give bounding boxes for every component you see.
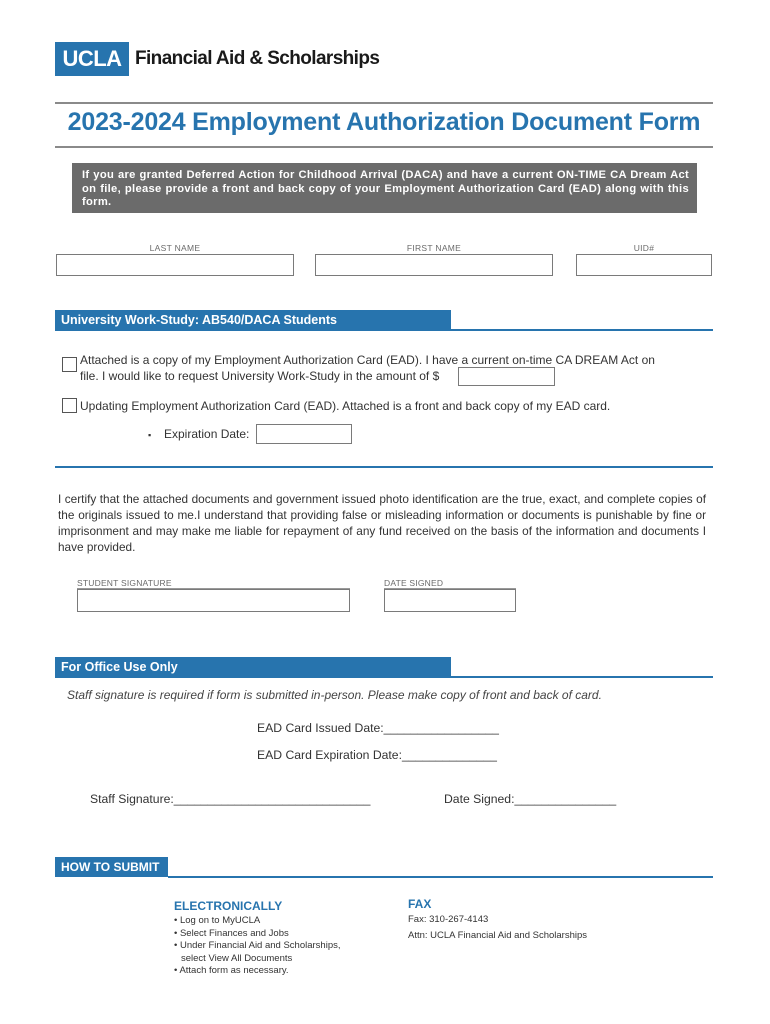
option2-text: Updating Employment Authorization Card (EAD). Attached is a front and back copy of my EAD card. — [80, 399, 611, 413]
last-name-label: LAST NAME — [149, 243, 201, 253]
option1-line2: file. I would like to request University Work-Study in the amount of $ — [80, 369, 440, 383]
electronic-step: • Attach form as necessary. — [174, 965, 289, 976]
certification-top-rule — [55, 466, 713, 468]
office-note: Staff signature is required if form is submitted in-person. Please make copy of front and back of card. — [67, 688, 602, 702]
daca-notice: If you are granted Deferred Action for Childhood Arrival (DACA) and have a current ON-TIME CA Dream Act on file, please provide a front and back copy of your Employment Authorization Card (EAD) along with this form. — [72, 163, 697, 213]
request-workstudy-checkbox[interactable] — [62, 357, 77, 372]
last-name-input[interactable] — [56, 254, 294, 276]
fax-heading: FAX — [408, 897, 432, 911]
title-top-rule — [55, 102, 713, 104]
date-signed-label: DATE SIGNED — [384, 578, 516, 589]
workstudy-amount-input[interactable] — [458, 367, 555, 386]
electronic-step: • Log on to MyUCLA — [174, 915, 261, 926]
expiration-date-input[interactable] — [256, 424, 352, 444]
ucla-logo: UCLA — [55, 42, 129, 76]
expiration-label: Expiration Date: — [164, 427, 250, 441]
ead-issued-date-line: EAD Card Issued Date:_________________ — [257, 721, 499, 735]
form-title: 2023-2024 Employment Authorization Document Form — [67, 108, 701, 136]
title-bottom-rule — [55, 146, 713, 148]
electronic-step: • Under Financial Aid and Scholarships, select View All Documents — [174, 940, 341, 964]
electronic-step: • Select Finances and Jobs — [174, 927, 289, 939]
fax-attn: Attn: UCLA Financial Aid and Scholarships — [408, 930, 588, 941]
staff-signature-line: Staff Signature:_____________________________ — [90, 792, 371, 806]
option1-line1: Attached is a copy of my Employment Authorization Card (EAD). I have a current on-time CA DREAM Act on — [80, 353, 655, 367]
fax-number: Fax: 310-267-4143 — [408, 914, 489, 925]
certification-text: I certify that the attached documents and government issued photo identification are the true, exact, and complete copies of the originals issued to me.I understand that providing false or misleading information or documents is punishable by fine or imprisonment and may make me liable for repayment of any fund received on the basis of the information and documents I have provided. — [58, 492, 706, 554]
electronic-steps — [174, 915, 364, 978]
workstudy-section-heading: University Work-Study: AB540/DACA Students — [55, 310, 451, 331]
electronic-heading: ELECTRONICALLY — [174, 899, 283, 913]
submit-section-rule — [168, 876, 713, 878]
office-section-rule — [451, 676, 713, 678]
uid-label: UID# — [633, 243, 655, 253]
date-signed-input[interactable] — [384, 589, 516, 612]
office-section-heading: For Office Use Only — [55, 657, 451, 678]
first-name-input[interactable] — [315, 254, 553, 276]
first-name-label: FIRST NAME — [406, 243, 462, 253]
how-to-submit-heading: HOW TO SUBMIT — [55, 857, 168, 877]
staff-date-signed-line: Date Signed:_______________ — [444, 792, 617, 806]
workstudy-section-rule — [451, 329, 713, 331]
brand-title: Financial Aid & Scholarships — [135, 48, 380, 69]
update-ead-checkbox[interactable] — [62, 398, 77, 413]
uid-input[interactable] — [576, 254, 712, 276]
ead-expiration-date-line: EAD Card Expiration Date:______________ — [257, 748, 497, 762]
student-signature-input[interactable] — [77, 589, 350, 612]
student-signature-label: STUDENT SIGNATURE — [77, 578, 350, 589]
expiration-bullet: ▪ — [148, 430, 152, 440]
